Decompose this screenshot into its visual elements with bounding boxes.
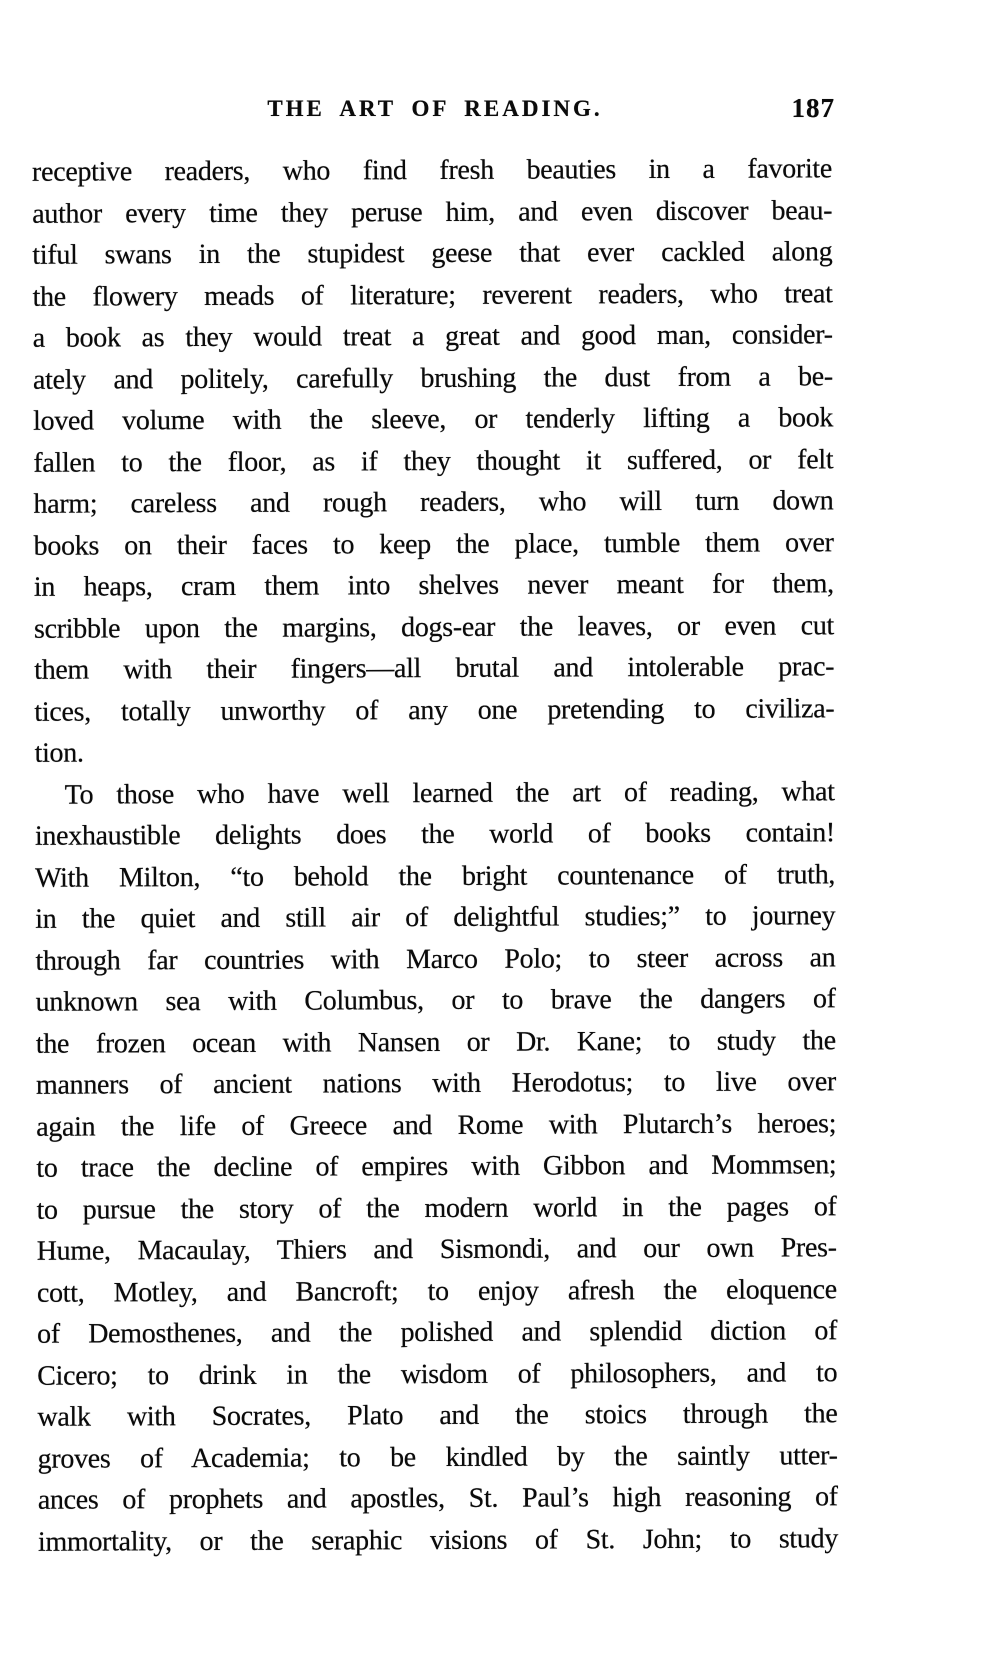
text-line: immortality, or the seraphic visions of St. John; to study [37,1522,839,1558]
text-line: tion. [34,737,84,769]
text-line: author every time they peruse him, and even discover beau- [32,194,833,230]
text-line: scribble upon the margins, dogs-ear the leaves, or even cut [33,609,835,645]
text-line: groves of Academia; to be kindled by the saintly utter- [37,1439,838,1475]
page-number: 187 [791,93,835,123]
text-line: cott, Motley, and Bancroft; to enjoy afresh the eloquence [36,1273,837,1309]
text-line: manners of ancient nations with Herodotus; to live over [35,1066,837,1101]
text-line: a book as they would treat a great and good man, consider- [32,319,833,354]
text-line: to pursue the story of the modern world in the pages of [36,1190,837,1226]
text-line: to trace the decline of empires with Gibbon and Mommsen; [36,1149,837,1184]
text-line: inexhaustible delights does the world of books contain! [34,817,835,852]
text-line: receptive readers, who find fresh beauties in a favorite [31,153,833,188]
text-line: To those who have well learned the art of reading, what [64,775,835,811]
text-line: Cicero; to drink in the wisdom of philosophers, and to [37,1356,838,1392]
running-title: THE ART OF READING. [267,96,603,121]
text-line: through far countries with Marco Polo; to steer across an [35,941,836,977]
text-line: again the life of Greece and Rome with Plutarch’s heroes; [36,1107,837,1143]
text-line: them with their fingers—all brutal and intolerable prac- [34,651,835,686]
body-text [32,148,838,1562]
text-line: ances of prophets and apostles, St. Paul’s high reasoning of [37,1481,838,1516]
text-line: unknown sea with Columbus, or to brave the dangers of [35,983,836,1018]
text-line: fallen to the floor, as if they thought it suffered, or felt [33,443,834,479]
text-line: books on their faces to keep the place, tumble them over [33,526,834,562]
text-line: the frozen ocean with Nansen or Dr. Kane; to study the [35,1024,836,1060]
text-line: ately and politely, carefully brushing the dust from a be- [32,360,833,396]
text-line: tiful swans in the stupidest geese that ever cackled along [32,236,833,271]
text-line: of Demosthenes, and the polished and splendid diction of [37,1315,838,1350]
text-line: walk with Socrates, Plato and the stoics through the [37,1398,838,1433]
page-header [35,93,835,130]
text-line: With Milton, “to behold the bright countenance of truth, [35,858,836,894]
text-line: in heaps, cram them into shelves never meant for them, [33,568,834,603]
text-line: Hume, Macaulay, Thiers and Sismondi, and our own Pres- [36,1232,837,1267]
text-line: harm; careless and rough readers, who will turn down [33,485,834,520]
text-line: in the quiet and still air of delightful studies;” to journey [35,900,836,935]
text-line: the flowery meads of literature; reverent readers, who treat [32,277,833,313]
text-line: tices, totally unworthy of any one pretending to civiliza- [34,692,835,728]
text-line: loved volume with the sleeve, or tenderly lifting a book [33,402,834,437]
